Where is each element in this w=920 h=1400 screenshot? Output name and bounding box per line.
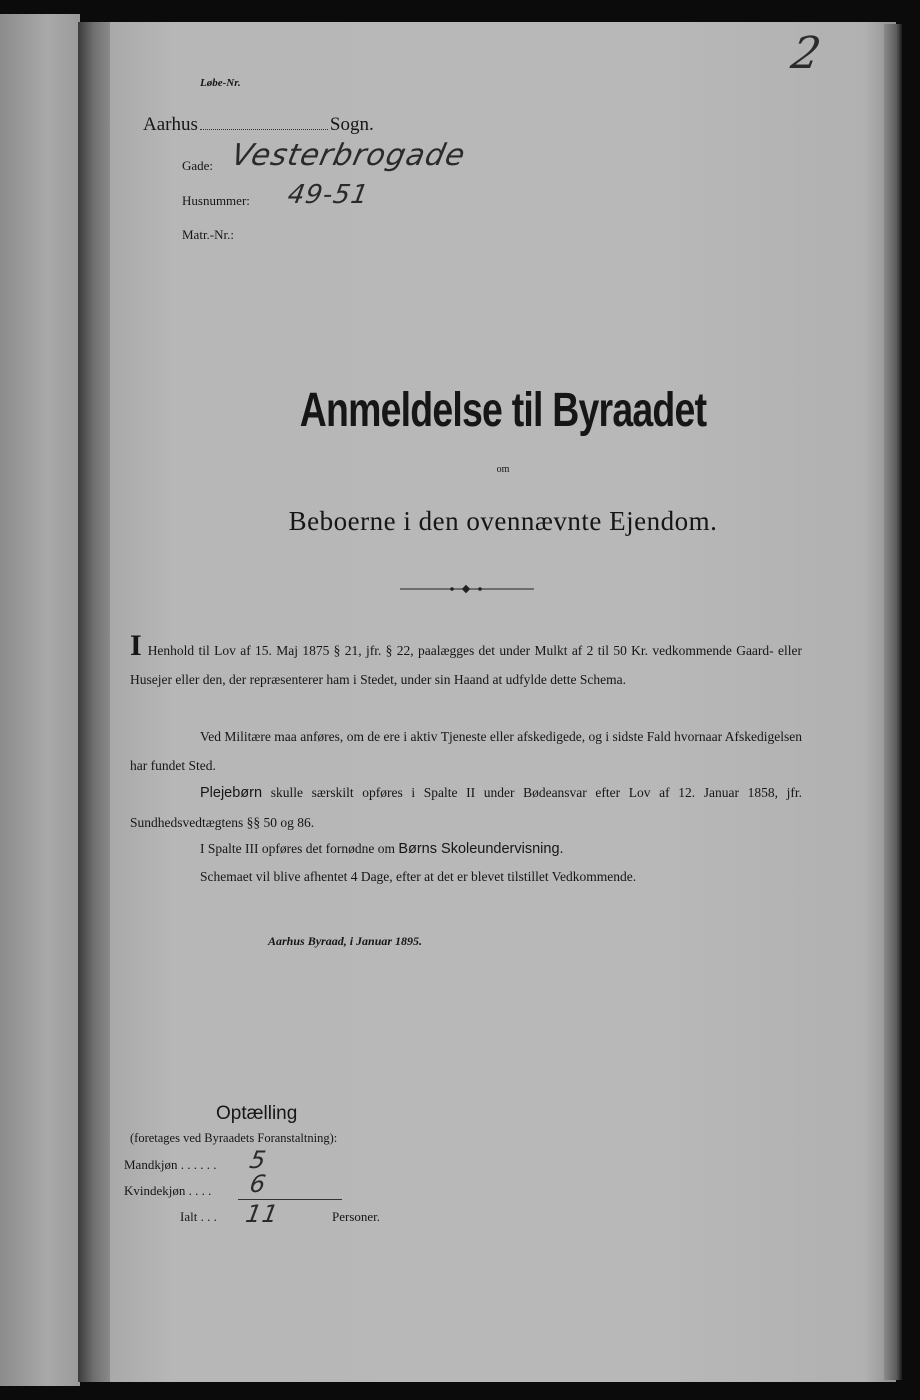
female-count-value: 6: [247, 1170, 269, 1198]
parish-dotted-line: [200, 129, 328, 130]
parish-row: [143, 114, 374, 136]
female-count-label: Kvindekjøn . . . .: [124, 1183, 212, 1198]
male-count-value: 5: [247, 1146, 269, 1174]
p3-text: skulle særskilt opføres i Spalte II under Bødeansvar efter Lov af 12. Januar 1858, jfr. Sundhedsvedtægtens §§ 50 og 86.: [130, 785, 803, 830]
house-number-value: 49-51: [285, 180, 372, 210]
school-emphasis: Børns Skoleundervisning.: [398, 841, 564, 857]
total-label-text: Ialt: [180, 1209, 198, 1224]
street-label: Gade:: [182, 158, 214, 173]
instruction-paragraph-5: Schemaet vil blive afhentet 4 Dage, efter at det er blevet tilstillet Vedkommende.: [200, 869, 637, 884]
page-number: 2: [787, 28, 826, 79]
total-label: Ialt . . .: [180, 1209, 217, 1224]
female-label-text: Kvindekjøn: [124, 1183, 186, 1198]
left-page-edge: [0, 14, 80, 1386]
form-page: [110, 22, 896, 1382]
house-number-label: Husnummer:: [182, 193, 250, 208]
page-title: Anmeldelse til Byraadet: [299, 384, 707, 437]
count-subtitle: (foretages ved Byraadets Foranstaltning):: [130, 1131, 338, 1145]
male-count-label: Mandkjøn . . . . . .: [124, 1157, 217, 1172]
ornament-divider: [400, 584, 534, 594]
total-unit: Personer.: [332, 1209, 381, 1224]
lobe-nr-label: Løbe-Nr.: [200, 77, 241, 89]
signature-line: Aarhus Byraad, i Januar 1895.: [268, 934, 423, 948]
p4-text: I Spalte III opføres det fornødne om: [200, 841, 395, 856]
foster-children-lead: Plejebørn: [200, 785, 263, 801]
drop-cap: I: [130, 629, 142, 662]
right-page-edge: [884, 24, 902, 1380]
male-label-text: Mandkjøn: [124, 1157, 178, 1172]
title-om: om: [496, 464, 510, 475]
page-subtitle: Beboerne i den ovennævnte Ejendom.: [288, 506, 718, 536]
parish-suffix: Sogn.: [329, 114, 374, 135]
instruction-paragraph-2: Ved Militære maa anføres, om de ere i aktiv Tjeneste eller afskedigede, og i sidste Fald hvornaar Afskedigelsen har fundet Sted.: [130, 729, 802, 773]
p1-text: Henhold til Lov af 15. Maj 1875 § 21, jfr. § 22, paalægges det under Mulkt af 2 til 50 Kr. vedkommende Gaard- eller Husejer eller den, der repræsenterer ham i Stedet, under sin Haand at udfylde dette Schema.: [130, 643, 802, 687]
street-value: Vesterbrogade: [228, 138, 469, 173]
instruction-paragraph-3: [130, 778, 802, 837]
total-value: 11: [243, 1200, 282, 1228]
book-gutter: [78, 22, 112, 1382]
count-title: Optælling: [216, 1103, 298, 1124]
instruction-paragraph-1: [130, 629, 802, 694]
instruction-paragraph-4: [130, 834, 802, 864]
parish-city: Aarhus: [143, 114, 198, 135]
matr-label: Matr.-Nr.:: [182, 227, 234, 242]
